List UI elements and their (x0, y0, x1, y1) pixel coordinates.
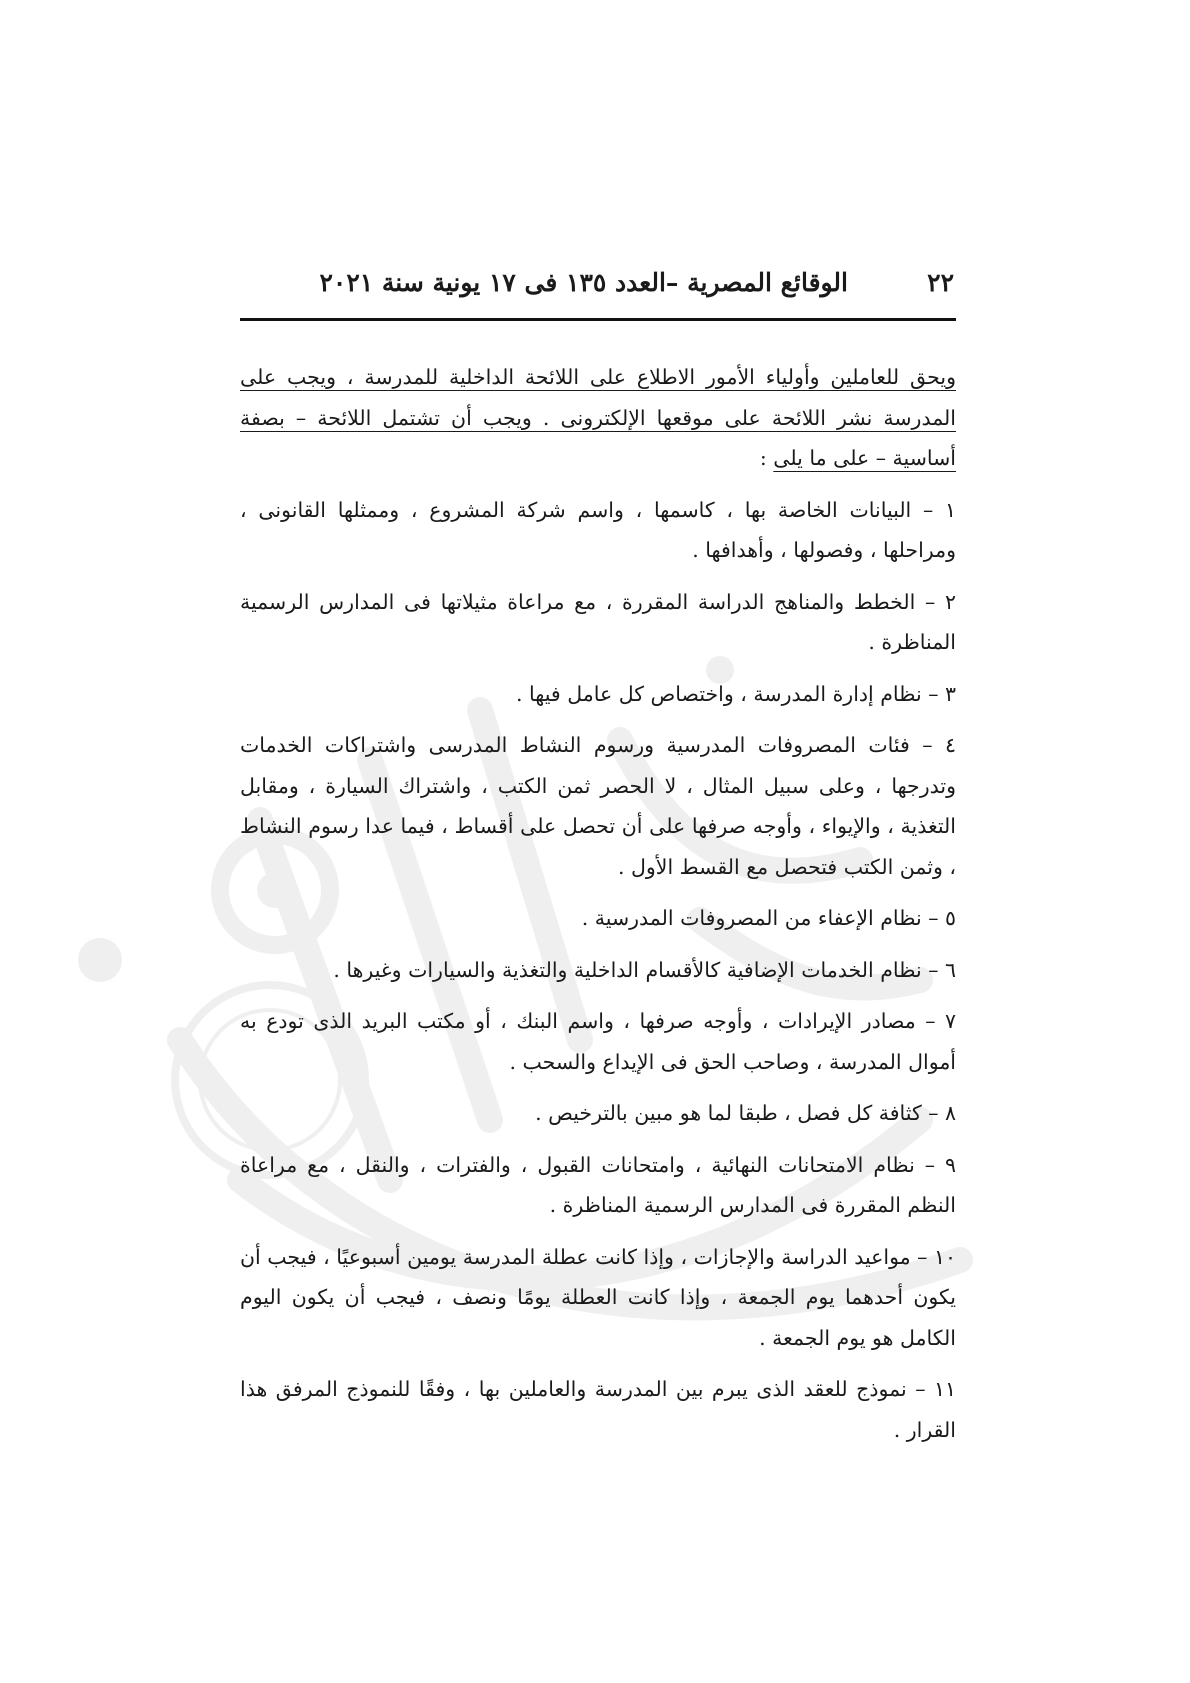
page-header (240, 268, 956, 312)
gazette-title: الوقائع المصرية –العدد ١٣٥ فى ١٧ يونية سنة ٢٠٢١ (319, 268, 848, 297)
document-body (240, 357, 956, 1461)
intro-underlined-text: ويحق للعاملين وأولياء الأمور الاطلاع على اللائحة الداخلية للمدرسة ، ويجب على المدرسة نشر اللائحة على موقعها الإلكترونى . ويجب أن تشتمل اللائحة – بصفة أساسية – على ما يلى (240, 365, 956, 470)
intro-tail: : (759, 446, 774, 470)
list-item: ٢ – الخطط والمناهج الدراسة المقررة ، مع مراعاة مثيلاتها فى المدارس الرسمية المناظرة . (240, 589, 956, 654)
intro-paragraph (240, 357, 956, 479)
header-divider (240, 318, 956, 321)
list-item: ١١ – نموذج للعقد الذى يبرم بين المدرسة والعاملين بها ، وفقًا للنموذج المرفق هذا القرار . (240, 1377, 956, 1442)
list-item: ٨ – كثافة كل فصل ، طبقا لما هو مبين بالترخيص . (535, 1101, 956, 1125)
list-item: ٦ – نظام الخدمات الإضافية كالأقسام الداخلية والتغذية والسيارات وغيرها . (333, 957, 956, 982)
list-item: ١٠ – مواعيد الدراسة والإجازات ، وإذا كانت عطلة المدرسة يومين أسبوعيًا ، فيجب أن يكون أحدهما يوم الجمعة ، وإذا كانت العطلة يومًا ونصف ، فيجب أن يكون اليوم الكامل هو يوم الجمعة . (240, 1244, 956, 1350)
list-item: ٥ – نظام الإعفاء من المصروفات المدرسية . (581, 906, 956, 930)
page-number: ٢٢ (927, 268, 954, 297)
list-item: ١ – البيانات الخاصة بها ، كاسمها ، واسم شركة المشروع ، وممثلها القانونى ، ومراحلها ، وفصولها ، وأهدافها . (240, 497, 956, 562)
list-item: ٣ – نظام إدارة المدرسة ، واختصاص كل عامل فيها . (515, 681, 956, 706)
list-item: ٩ – نظام الامتحانات النهائية ، وامتحانات القبول ، والفترات ، والنقل ، مع مراعاة النظم المقررة فى المدارس الرسمية المناظرة . (240, 1152, 956, 1217)
list-item: ٧ – مصادر الإيرادات ، وأوجه صرفها ، واسم البنك ، أو مكتب البريد الذى تودع به أموال المدرسة ، وصاحب الحق فى الإيداع والسحب . (240, 1009, 956, 1074)
list-item: ٤ – فئات المصروفات المدرسية ورسوم النشاط المدرسى واشتراكات الخدمات وتدرجها ، وعلى سبيل المثال ، لا الحصر ثمن الكتب ، واشتراك السيارة ، ومقابل التغذية ، والإيواء ، وأوجه صرفها على أن تحصل على أقساط ، فيما عدا رسوم النشاط ، وثمن الكتب فتحصل مع القسط الأول . (240, 733, 956, 879)
